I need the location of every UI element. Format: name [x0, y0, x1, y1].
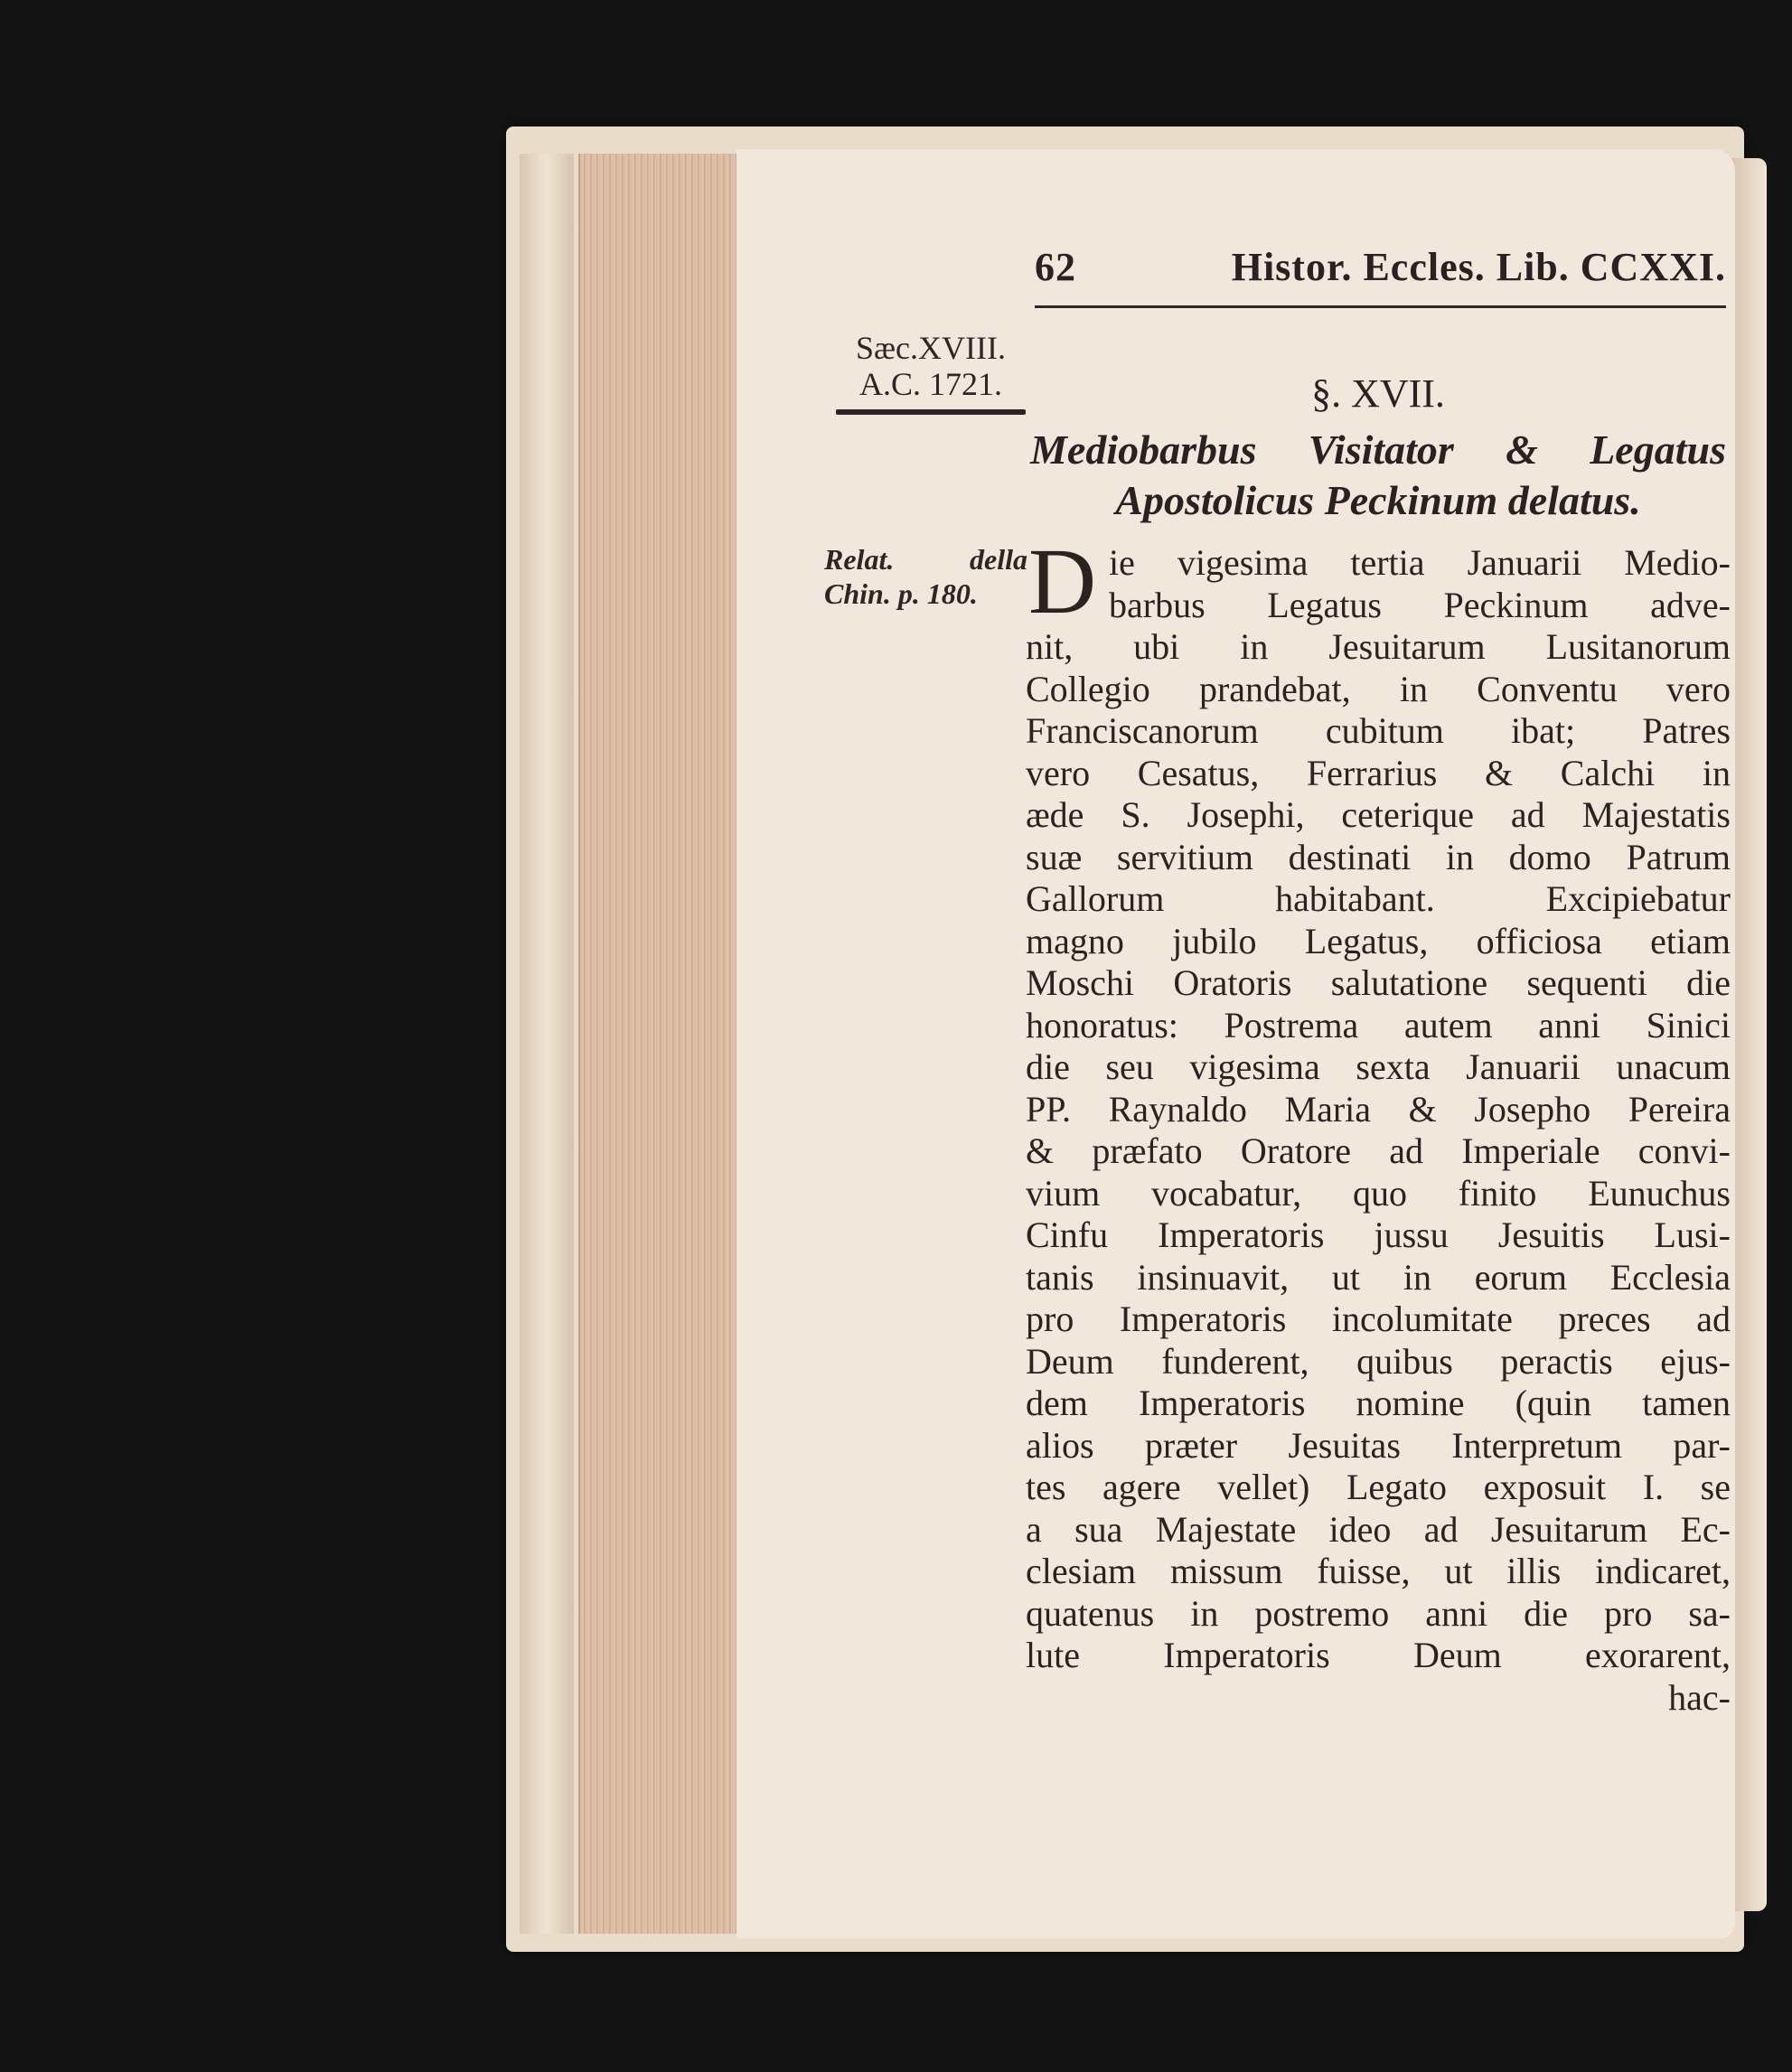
text-line: ie vigesima tertia Januarii Medio-	[1109, 542, 1731, 583]
section-title	[1030, 425, 1726, 526]
ref-line-2: Chin. p. 180.	[824, 577, 978, 610]
title-word: Visitator	[1308, 427, 1454, 473]
body-text	[1026, 542, 1731, 1719]
title-line-2: Apostolicus Peckinum delatus.	[1115, 477, 1641, 523]
ref-word: Relat.	[824, 543, 895, 576]
margin-date-note	[836, 330, 1026, 415]
text-line: quatenus in postremo anni die pro sa-	[1026, 1592, 1731, 1634]
text-line: pro Imperatoris incolumitate preces ad	[1026, 1299, 1731, 1339]
text-line: clesiam missum fuisse, ut illis indicaret,	[1026, 1551, 1731, 1591]
text-line: tes agere vellet) Legato exposuit I. se	[1026, 1467, 1731, 1507]
text-line: æde S. Josephi, ceterique ad Majestatis	[1026, 794, 1731, 835]
margin-rule	[836, 409, 1026, 415]
text-line: suæ servitium destinati in domo Patrum	[1026, 836, 1731, 877]
text-line: dem Imperatoris nomine (quin tamen	[1026, 1383, 1731, 1423]
text-line: Cinfu Imperatoris jussu Jesuitis Lusi-	[1026, 1214, 1731, 1255]
drop-capital: D	[1028, 530, 1097, 633]
book-spine	[520, 154, 574, 1934]
head-rule	[1035, 305, 1726, 308]
running-title: Histor. Eccles. Lib. CCXXI.	[1231, 245, 1726, 289]
text-line: & præfato Oratore ad Imperiale convi-	[1026, 1130, 1731, 1171]
text-line: tanis insinuavit, ut in eorum Ecclesia	[1026, 1256, 1731, 1298]
text-line: vium vocabatur, quo finito Eunuchus	[1026, 1172, 1731, 1214]
page-number: 62	[1035, 245, 1076, 289]
facing-page-edge	[1731, 158, 1767, 1911]
catchword: hac-	[1668, 1676, 1731, 1718]
ref-word: della	[970, 543, 1027, 576]
title-word: Mediobarbus	[1030, 427, 1257, 473]
margin-reference	[824, 542, 1027, 611]
text-line: Deum funderent, quibus peractis ejus-	[1026, 1340, 1731, 1382]
text-line: vero Cesatus, Ferrarius & Calchi in	[1026, 752, 1731, 793]
text-line: Collegio prandebat, in Conventu vero	[1026, 668, 1731, 709]
text-line: Moschi Oratoris salutatione sequenti die	[1026, 962, 1731, 1003]
title-word: Legatus	[1590, 427, 1726, 473]
page-edges	[578, 154, 743, 1934]
margin-century: Sæc.XVIII.	[856, 330, 1006, 366]
title-word: &	[1506, 427, 1538, 473]
text-line: PP. Raynaldo Maria & Josepho Pereira	[1026, 1088, 1731, 1130]
text-line: Gallorum habitabant. Excipiebatur	[1026, 878, 1731, 919]
text-line: lute Imperatoris Deum exorarent,	[1026, 1635, 1731, 1675]
text-line: honoratus: Postrema autem anni Sinici	[1026, 1004, 1731, 1045]
text-line: die seu vigesima sexta Januarii unacum	[1026, 1046, 1731, 1087]
section-number: §. XVII.	[1311, 371, 1445, 416]
text-line: a sua Majestate ideo ad Jesuitarum Ec-	[1026, 1508, 1731, 1550]
margin-year: A.C. 1721.	[858, 366, 1002, 402]
text-line: barbus Legatus Peckinum adve-	[1109, 584, 1731, 625]
text-line: Franciscanorum cubitum ibat; Patres	[1026, 710, 1731, 751]
text-line: alios præter Jesuitas Interpretum par-	[1026, 1424, 1731, 1466]
running-head	[1035, 244, 1726, 300]
text-line: nit, ubi in Jesuitarum Lusitanorum	[1026, 626, 1731, 667]
text-line: magno jubilo Legatus, officiosa etiam	[1026, 920, 1731, 961]
